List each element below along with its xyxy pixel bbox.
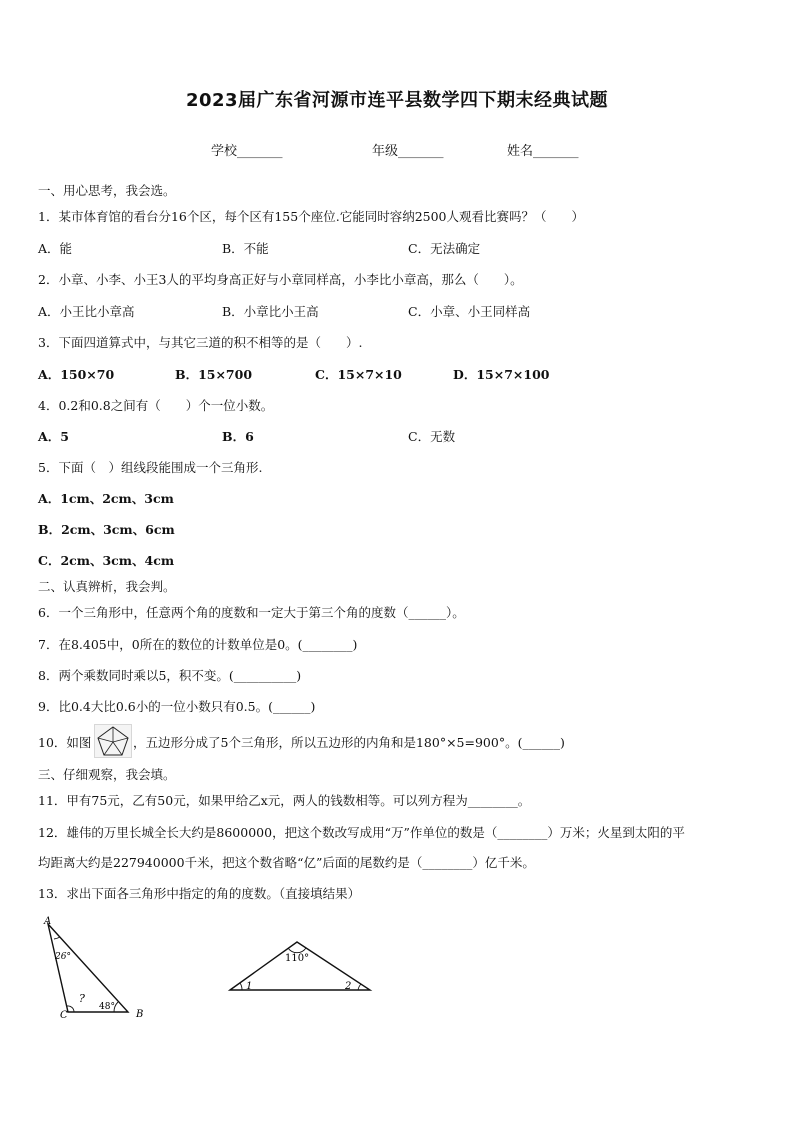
q4-stem: 4．0.2和0.8之间有（ ）个一位小数。 bbox=[38, 398, 274, 413]
vertex-c-label: C bbox=[60, 1010, 68, 1021]
page-title: 2023届广东省河源市连平县数学四下期末经典试题 bbox=[185, 90, 609, 111]
q10-text-post: ，五边形分成了5个三角形，所以五边形的内角和是180°×5=900°。(______) bbox=[133, 735, 565, 750]
q3-option-d: D．15×7×100 bbox=[453, 367, 550, 382]
q10-text-pre: 10．如图 bbox=[38, 735, 92, 750]
angle-1-label: 1 bbox=[246, 981, 253, 992]
q5-option-b: B．2cm、3cm、6cm bbox=[38, 522, 175, 537]
vertex-a-label: A bbox=[44, 916, 52, 927]
q3-option-c: C．15×7×10 bbox=[315, 367, 402, 382]
q3-stem: 3．下面四道算式中，与其它三道的积不相等的是（ ）. bbox=[38, 335, 363, 350]
q3-option-a: A．150×70 bbox=[38, 367, 115, 382]
q12-line-1: 12．雄伟的万里长城全长大约是8600000，把这个数改写成用“万”作单位的数是（________）万米；火星到太阳的平 bbox=[38, 825, 685, 840]
q5-option-c: C．2cm、3cm、4cm bbox=[38, 553, 175, 568]
q9-text: 9．比0.4大比0.6小的一位小数只有0.5。(______) bbox=[38, 699, 316, 714]
angle-1-arc bbox=[240, 983, 242, 990]
name-field: 姓名_______ bbox=[507, 144, 579, 159]
angle-c-value: ? bbox=[79, 992, 85, 1005]
q1-option-b: B．不能 bbox=[222, 241, 269, 256]
q1-option-c: C．无法确定 bbox=[408, 241, 481, 256]
q12-line-2: 均距离大约是227940000千米，把这个数省略“亿”后面的尾数约是（________）亿千米。 bbox=[38, 855, 535, 870]
q11-text: 11．甲有75元，乙有50元，如果甲给乙x元，两人的钱数相等。可以列方程为________。 bbox=[38, 793, 531, 808]
q1-option-a: A．能 bbox=[38, 241, 73, 256]
q3-option-b: B．15×700 bbox=[175, 367, 253, 382]
q4-option-a: A．5 bbox=[38, 429, 69, 444]
q7-text: 7．在8.405中，0所在的数位的计数单位是0。(________) bbox=[38, 637, 358, 652]
q4-option-c: C．无数 bbox=[408, 429, 456, 444]
obtuse-triangle-figure bbox=[222, 935, 377, 997]
pentagon-figure bbox=[94, 724, 132, 758]
section-3-heading: 三、仔细观察，我会填。 bbox=[38, 767, 176, 782]
grade-field: 年级_______ bbox=[372, 144, 444, 159]
top-angle-value: 110° bbox=[285, 953, 310, 964]
school-field: 学校_______ bbox=[211, 144, 283, 159]
q1-stem: 1．某市体育馆的看台分16个区，每个区有155个座位.它能同时容纳2500人观看比赛吗？（ ） bbox=[38, 209, 585, 224]
angle-2-arc bbox=[358, 984, 361, 990]
q5-option-a: A．1cm、2cm、3cm bbox=[38, 491, 174, 506]
section-2-heading: 二、认真辨析，我会判。 bbox=[38, 579, 176, 594]
angle-a-arc bbox=[54, 937, 60, 939]
angle-b-value: 48° bbox=[99, 1002, 115, 1012]
q2-option-c: C．小章、小王同样高 bbox=[408, 304, 531, 319]
q2-stem: 2．小章、小李、小王3人的平均身高正好与小章同样高，小李比小章高，那么（ ）。 bbox=[38, 272, 523, 287]
q2-option-b: B．小章比小王高 bbox=[222, 304, 319, 319]
angle-2-label: 2 bbox=[345, 981, 352, 992]
triangle-abc-figure bbox=[40, 912, 155, 1024]
q2-option-a: A．小王比小章高 bbox=[38, 304, 135, 319]
q8-text: 8．两个乘数同时乘以5，积不变。(__________) bbox=[38, 668, 302, 683]
angle-a-value: 26° bbox=[55, 952, 71, 962]
q4-option-b: B．6 bbox=[222, 429, 254, 444]
q5-stem: 5．下面（ ）组线段能围成一个三角形. bbox=[38, 460, 263, 475]
top-angle-arc bbox=[288, 948, 306, 953]
q13-text: 13．求出下面各三角形中指定的角的度数。（直接填结果） bbox=[38, 886, 361, 901]
section-1-heading: 一、用心思考，我会选。 bbox=[38, 183, 176, 198]
vertex-b-label: B bbox=[136, 1009, 144, 1020]
q6-text: 6．一个三角形中，任意两个角的度数和一定大于第三个角的度数（______）。 bbox=[38, 605, 465, 620]
